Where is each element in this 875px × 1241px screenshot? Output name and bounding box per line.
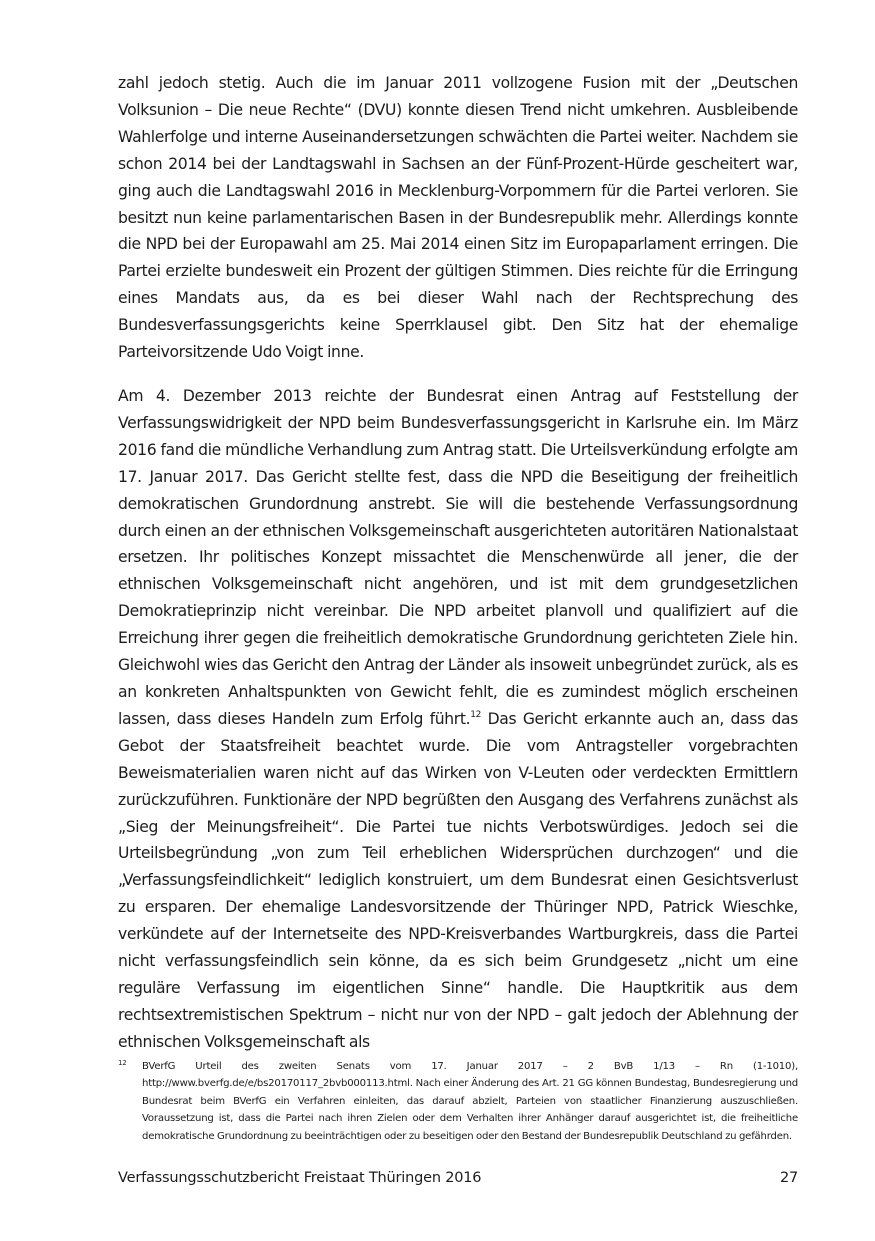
- paragraph-text-part: Am 4. Dezember 2013 reichte der Bundesrat einen Antrag auf Feststellung der Verfassungswidrigkeit der NPD beim Bundesverfassungsgericht in Karlsruhe ein. Im März 2016 fand die mündliche Verhandlung zum Antrag statt. Die Urteilsverkündung erfolgte am 17. Januar 2017. Das Gericht stellte fest, dass die NPD die Beseitigung der freiheitlich demokratischen Grundordnung anstrebt. Sie will die bestehende Verfassungsordnung durch einen an der ethnischen Volksgemeinschaft ausgerichteten autoritären Nationalstaat ersetzen. Ihr politisches Konzept missachtet die Menschenwürde all jener, die der ethnischen Volksgemeinschaft nicht angehören, und ist mit dem grundgesetzlichen Demokratieprinzip nicht vereinbar. Die NPD arbeitet planvoll und qualifiziert auf die Erreichung ihrer gegen die freiheitlich demokratische Grundordnung gerichteten Ziele hin. Gleichwohl wies das Gericht den Antrag der Länder als insoweit unbegründet zurück, als es an konkreten Anhaltspunkten von Gewicht fehlt, die es zumindest möglich erscheinen lassen, dass dieses Handeln zum Erfolg führt.: [118, 387, 798, 728]
- footnote-reference[interactable]: 12: [470, 709, 481, 720]
- body-paragraph: [118, 383, 798, 1056]
- body-paragraph: zahl jedoch stetig. Auch die im Januar 2011 vollzogene Fusion mit der „Deutschen Volksunion – Die neue Rechte“ (DVU) konnte diesen Trend nicht umkehren. Ausbleibende Wahlerfolge und interne Auseinandersetzungen schwächten die Partei weiter. Nachdem sie schon 2014 bei der Landtagswahl in Sachsen an der Fünf-Prozent-Hürde gescheitert war, ging auch die Landtagswahl 2016 in Mecklenburg-Vorpommern für die Partei verloren. Sie besitzt nun keine parlamentarischen Basen in der Bundesrepublik mehr. Allerdings konnte die NPD bei der Europawahl am 25. Mai 2014 einen Sitz im Europaparlament erringen. Die Partei erzielte bundesweit ein Prozent der gültigen Stimmen. Dies reichte für die Erringung eines Mandats aus, da es bei dieser Wahl nach der Rechtsprechung des Bundesverfassungsgerichts keine Sperrklausel gibt. Den Sitz hat der ehemalige Parteivorsitzende Udo Voigt inne.: [118, 74, 798, 362]
- footnote-text: BVerfG Urteil des zweiten Senats vom 17. Januar 2017 – 2 BvB 1/13 – Rn (1-1010), http://www.bverfg.de/e/bs20170117_2bvb000113.html. Nach einer Änderung des Art. 21 GG können Bundestag, Bundesregierung und Bundesrat beim BVerfG ein Verfahren einleiten, das darauf abzielt, Parteien von staatlicher Finanzierung auszuschließen. Voraussetzung ist, dass die Partei nach ihren Zielen oder dem Verhalten ihrer Anhänger darauf ausgerichtet ist, die freiheitliche demokratische Grundordnung zu beeinträchtigen oder zu beseitigen oder den Bestand der Bundesrepublik Deutschland zu gefährden.: [142, 1061, 798, 1142]
- footer-title: Verfassungsschutzbericht Freistaat Thüringen 2016: [118, 1170, 482, 1186]
- paragraph-text-part: Das Gericht erkannte auch an, dass das Gebot der Staatsfreiheit beachtet wurde. Die vom Antragsteller vorgebrachten Beweismaterialien waren nicht auf das Wirken von V-Leuten oder verdeckten Ermittlern zurückzuführen. Funktionäre der NPD begrüßten den Ausgang des Verfahrens zunächst als „Sieg der Meinungsfreiheit“. Die Partei tue nichts Verbotswürdiges. Jedoch sei die Urteilsbegründung „von zum Teil erheblichen Widersprüchen durchzogen“ und die „Verfassungsfeindlichkeit“ lediglich konstruiert, um dem Bundesrat einen Gesichtsverlust zu ersparen. Der ehemalige Landesvorsitzende der Thüringer NPD, Patrick Wieschke, verkündete auf der Internetseite des NPD-Kreisverbandes Wartburgkreis, dass die Partei nicht verfassungsfeindlich sein könne, da es sich beim Grundgesetz „nicht um eine reguläre Verfassung im eigentlichen Sinne“ handle. Die Hauptkritik aus dem rechtsextremistischen Spektrum – nicht nur von der NPD – galt jedoch der Ablehnung der ethnischen Volksgemeinschaft als: [118, 709, 798, 1051]
- footnote: [118, 1058, 798, 1145]
- footnote-number: 12: [118, 1059, 127, 1067]
- page-number: 27: [779, 1170, 798, 1186]
- page-footer: [118, 1170, 798, 1194]
